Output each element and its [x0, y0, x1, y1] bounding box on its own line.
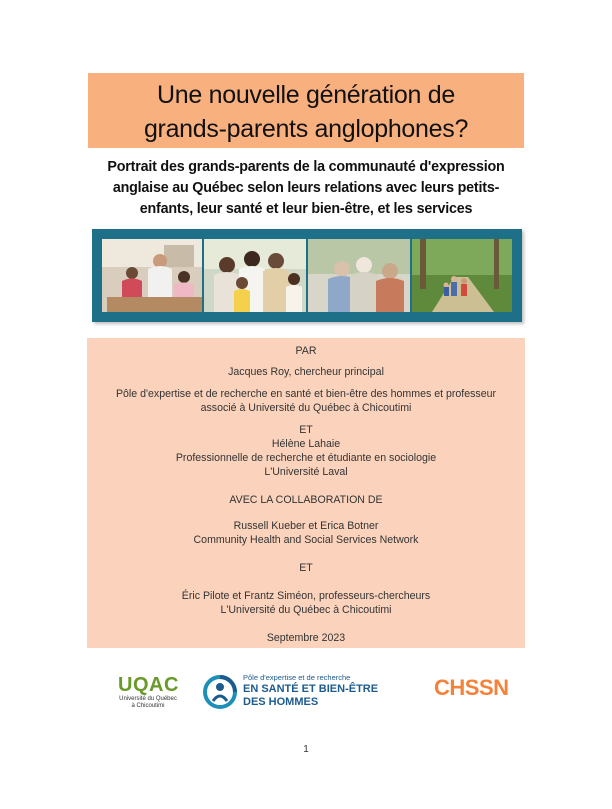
third-authors: Éric Pilote et Frantz Siméon, professeurs-chercheurs	[181, 590, 431, 602]
pole-emblem-icon	[203, 675, 237, 709]
photo-collage-image	[102, 239, 512, 312]
uqac-logo-sub-2: à Chicoutimi	[131, 703, 165, 709]
logo-strip	[0, 668, 612, 718]
subtitle-line-1: Portrait des grands-parents de la communauté d'expression	[107, 159, 505, 175]
et-label-1: ET	[299, 424, 313, 436]
lead-affiliation-2: associé à Université du Québec à Chicoutimi	[200, 402, 412, 414]
uqac-logo-name: UQAC	[118, 674, 179, 696]
second-author-role: Professionnelle de recherche et étudiante en sociologie	[175, 452, 437, 464]
uqac-logo-sub-1: Université du Québec	[119, 696, 177, 702]
par-label: PAR	[295, 345, 317, 357]
second-author: Hélène Lahaie	[271, 438, 341, 450]
collaborators: Russell Kueber et Erica Botner	[233, 520, 379, 532]
subtitle	[80, 157, 532, 220]
title-banner	[88, 73, 524, 148]
authors-panel	[87, 338, 525, 648]
pole-logo-small: Pôle d'expertise et de recherche	[243, 673, 351, 682]
et-label-2: ET	[299, 562, 313, 574]
title-line-2: grands-parents anglophones?	[143, 115, 469, 143]
publication-date: Septembre 2023	[266, 632, 346, 644]
page-number: 1	[303, 744, 309, 755]
second-author-affiliation: L'Université Laval	[264, 466, 348, 478]
pole-logo-big-2: DES HOMMES	[243, 696, 319, 708]
photo-collage	[92, 229, 522, 322]
subtitle-line-2: anglaise au Québec selon leurs relations avec leurs petits-	[112, 180, 500, 196]
lead-author: Jacques Roy, chercheur principal	[228, 366, 384, 378]
collaboration-label: AVEC LA COLLABORATION DE	[229, 494, 383, 506]
subtitle-line-3: enfants, leur santé et leur bien-être, et les services	[139, 201, 473, 217]
pole-logo	[203, 673, 393, 713]
title-line-1: Une nouvelle génération de	[157, 81, 455, 109]
pole-logo-big-1: EN SANTÉ ET BIEN-ÊTRE	[243, 683, 379, 695]
third-authors-affiliation: L'Université du Québec à Chicoutimi	[220, 604, 392, 616]
collaborators-organization: Community Health and Social Services Network	[193, 534, 419, 546]
lead-affiliation-1: Pôle d'expertise et de recherche en santé et bien-être des hommes et professeur	[115, 388, 497, 400]
uqac-logo	[118, 674, 178, 710]
chssn-logo: CHSSN	[434, 675, 509, 700]
